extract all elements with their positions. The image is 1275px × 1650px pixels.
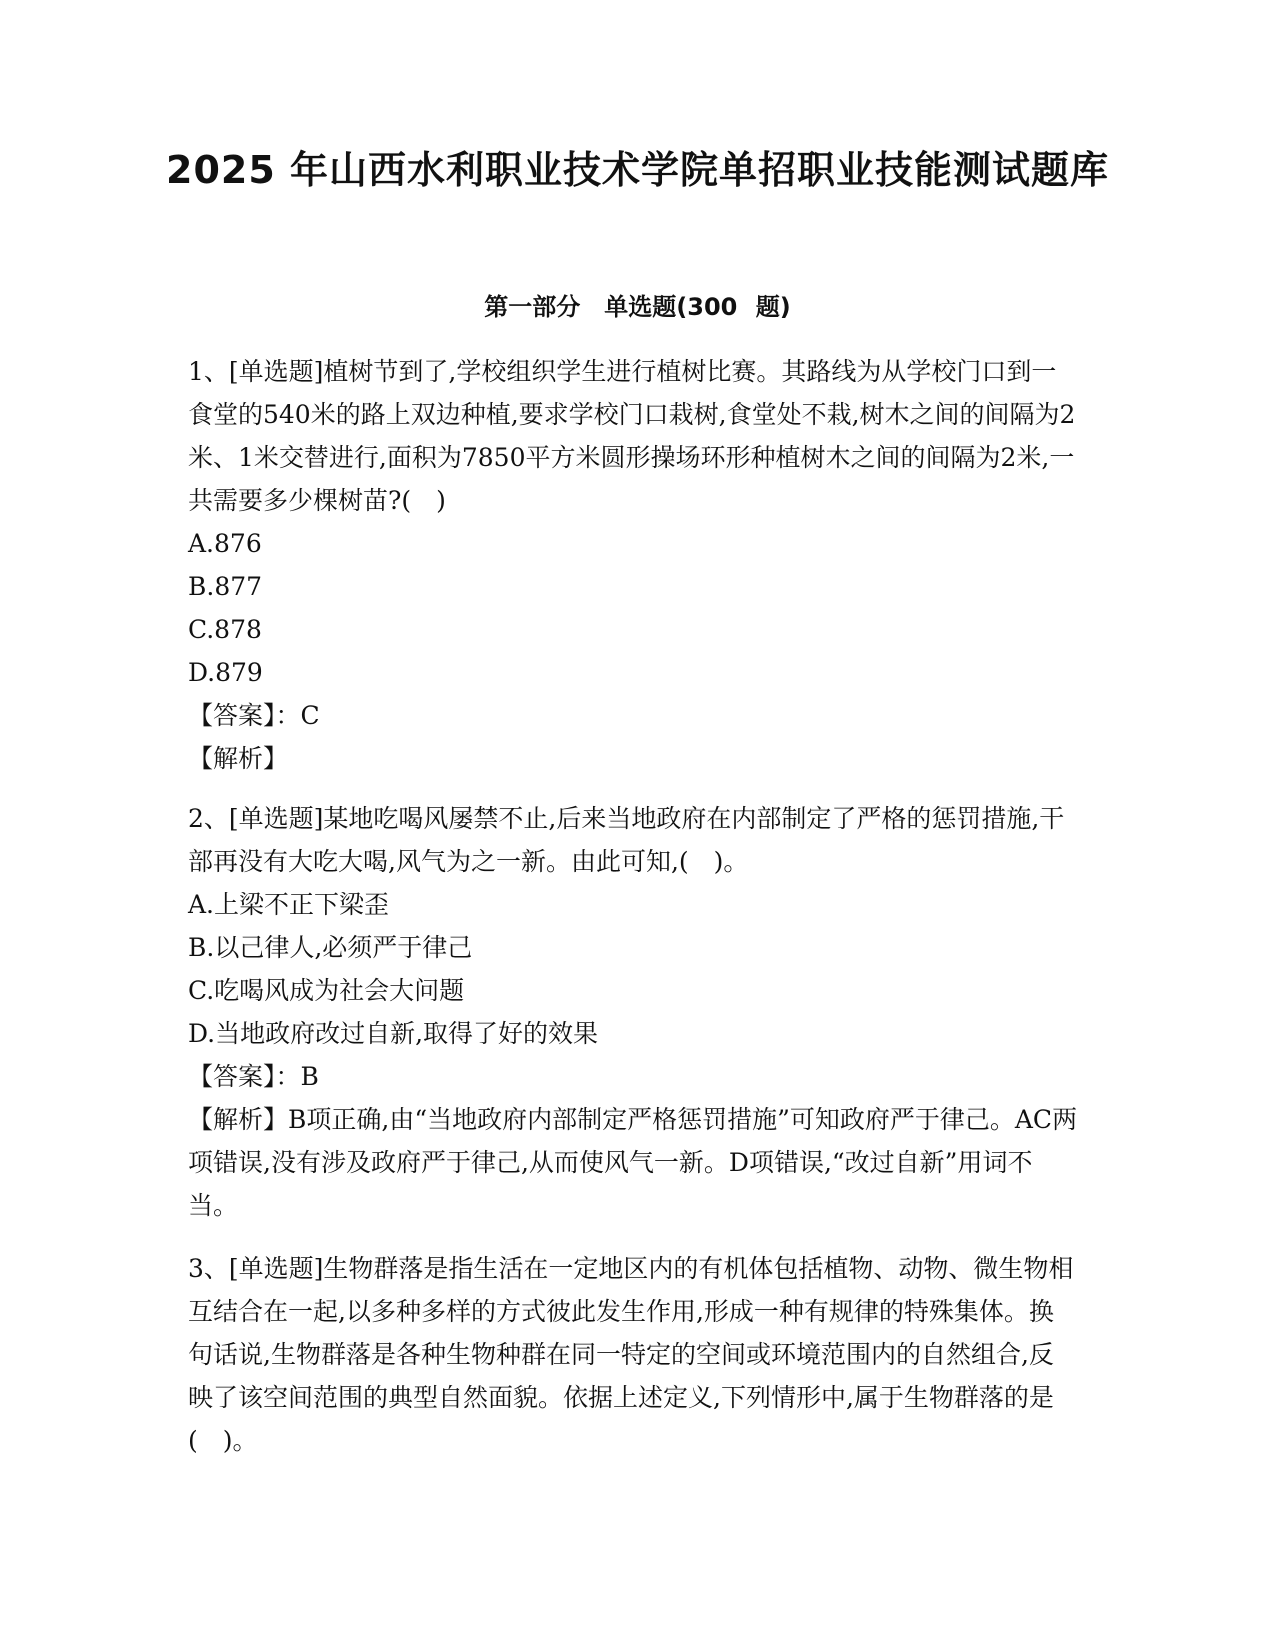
document-title: 2025 年山西水利职业技术学院单招职业技能测试题库 — [166, 148, 1109, 192]
question-1 — [188, 350, 1078, 780]
option-b: B.以己律人,必须严于律己 — [188, 933, 473, 962]
answer: 【答案】：C — [188, 701, 320, 730]
option-d: D.879 — [188, 658, 263, 687]
question-stem: 1、[单选题]植树节到了,学校组织学生进行植树比赛。其路线为从学校门口到一食堂的540米的路上双边种植,要求学校门口栽树,食堂处不栽,树木之间的间隔为2米、1米交替进行,面积为7850平方米圆形操场环形种植树木之间的间隔为2米,一共需要多少棵树苗?( ) — [188, 357, 1076, 515]
analysis: 【解析】 — [188, 744, 289, 773]
question-2 — [188, 797, 1078, 1227]
option-a: A.上梁不正下梁歪 — [188, 890, 390, 919]
option-c: C.878 — [188, 615, 262, 644]
question-stem: 3、[单选题]生物群落是指生活在一定地区内的有机体包括植物、动物、微生物相互结合在一起,以多种多样的方式彼此发生作用,形成一种有规律的特殊集体。换句话说,生物群落是各种生物种群在同一特定的空间或环境范围内的自然组合,反映了该空间范围的典型自然面貌。依据上述定义,下列情形中,属于生物群落的是( )。 — [188, 1254, 1074, 1455]
option-a: A.876 — [188, 529, 262, 558]
spacer — [188, 780, 1078, 797]
section-heading: 第一部分 单选题(300 题) — [484, 293, 791, 321]
question-stem: 2、[单选题]某地吃喝风屡禁不止,后来当地政府在内部制定了严格的惩罚措施,干部再没有大吃大喝,风气为之一新。由此可知,( )。 — [188, 804, 1065, 876]
answer: 【答案】：B — [188, 1062, 319, 1091]
spacer — [188, 1227, 1078, 1247]
option-b: B.877 — [188, 572, 263, 601]
option-d: D.当地政府改过自新,取得了好的效果 — [188, 1019, 599, 1048]
question-list — [188, 350, 1078, 1462]
analysis: 【解析】B项正确,由“当地政府内部制定严格惩罚措施”可知政府严于律己。AC两项错误,没有涉及政府严于律己,从而使风气一新。D项错误,“改过自新”用词不当。 — [188, 1105, 1078, 1220]
option-c: C.吃喝风成为社会大问题 — [188, 976, 465, 1005]
question-3 — [188, 1247, 1078, 1462]
